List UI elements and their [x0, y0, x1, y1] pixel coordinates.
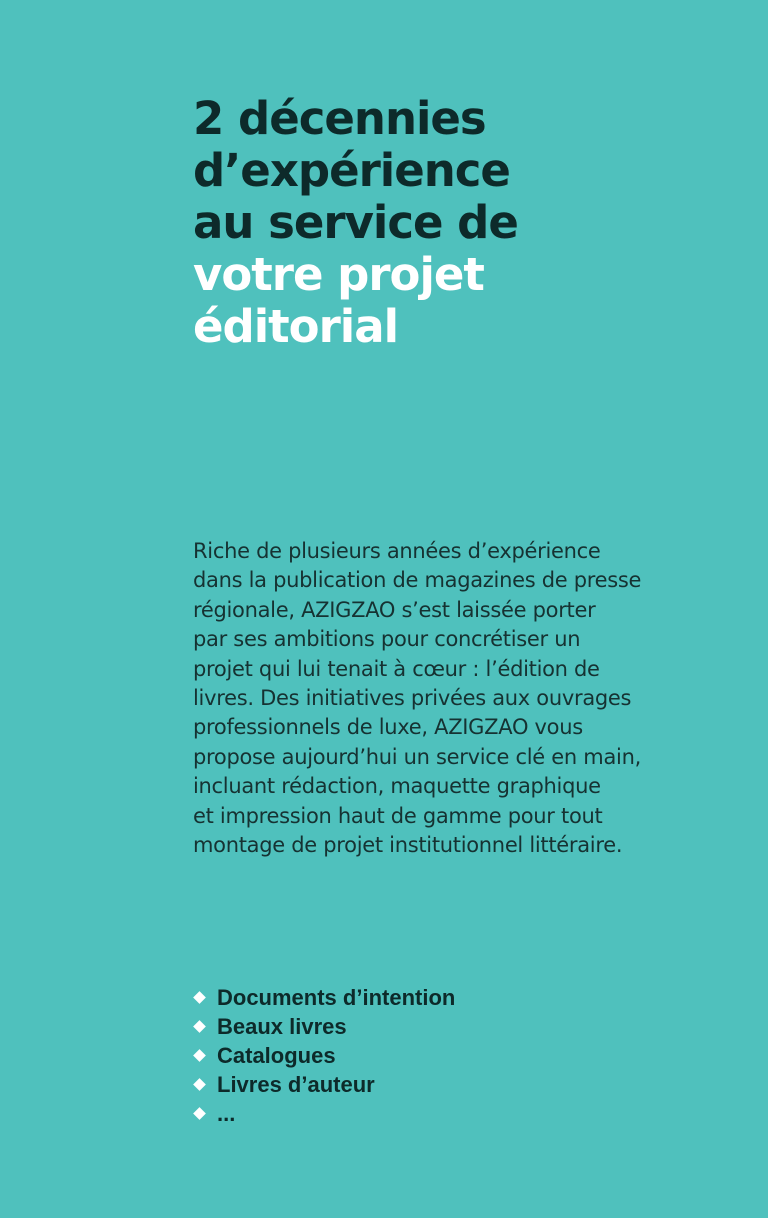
services-list	[193, 983, 455, 1128]
list-item	[193, 1070, 455, 1099]
diamond-bullet-icon	[193, 991, 206, 1004]
paragraph-line: montage de projet institutionnel littéraire.	[193, 833, 623, 858]
list-item	[193, 983, 455, 1012]
headline-line-3: au service de	[193, 196, 518, 249]
paragraph-line: livres. Des initiatives privées aux ouvrages	[193, 686, 632, 711]
intro-paragraph	[193, 537, 693, 860]
list-item	[193, 1012, 455, 1041]
list-item	[193, 1041, 455, 1070]
diamond-bullet-icon	[193, 1020, 206, 1033]
paragraph-line: et impression haut de gamme pour tout	[193, 803, 603, 828]
service-label: Documents d’intention	[217, 984, 456, 1010]
diamond-bullet-icon	[193, 1078, 206, 1091]
service-label: Beaux livres	[217, 1013, 347, 1039]
list-item	[193, 1099, 455, 1128]
diamond-bullet-icon	[193, 1107, 206, 1120]
page-title	[193, 93, 753, 353]
paragraph-line: propose aujourd’hui un service clé en main,	[193, 744, 641, 769]
service-label: Catalogues	[217, 1042, 336, 1068]
paragraph-line: régionale, AZIGZAO s’est laissée porter	[193, 597, 596, 622]
headline-line-2: d’expérience	[193, 144, 510, 197]
service-label: ...	[217, 1100, 236, 1126]
paragraph-line: par ses ambitions pour concrétiser un	[193, 627, 581, 652]
paragraph-line: professionnels de luxe, AZIGZAO vous	[193, 715, 583, 740]
headline-line-4: votre projet	[193, 248, 484, 301]
paragraph-line: projet qui lui tenait à cœur : l’édition de	[193, 656, 600, 681]
diamond-bullet-icon	[193, 1049, 206, 1062]
service-label: Livres d’auteur	[217, 1071, 375, 1097]
paragraph-line: Riche de plusieurs années d’expérience	[193, 539, 601, 563]
paragraph-line: incluant rédaction, maquette graphique	[193, 774, 601, 799]
headline-line-1: 2 décennies	[193, 92, 486, 145]
headline-line-5: éditorial	[193, 300, 398, 353]
paragraph-line: dans la publication de magazines de presse	[193, 568, 642, 593]
